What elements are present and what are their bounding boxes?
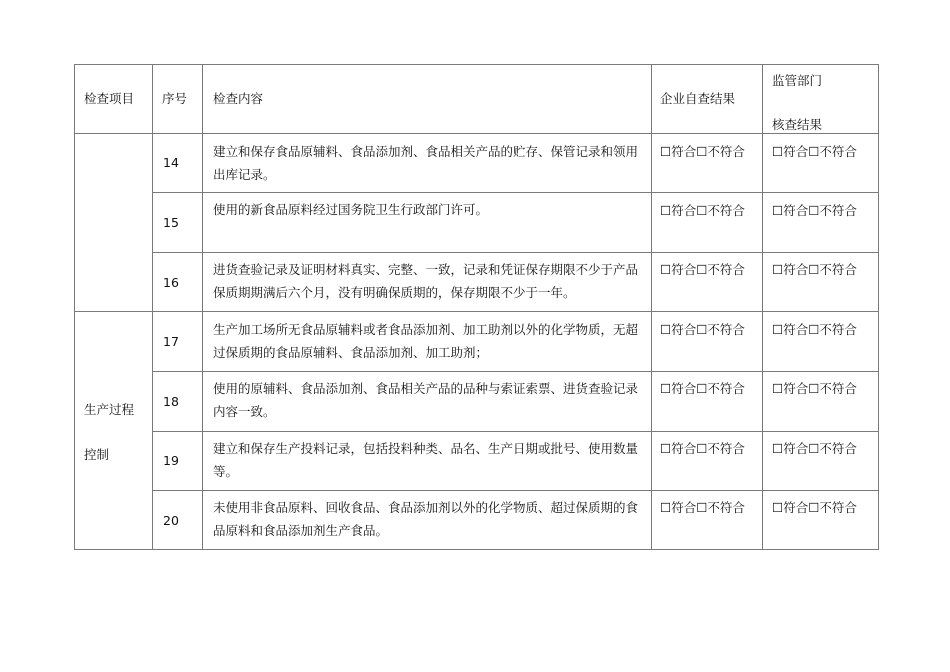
row-divider (152, 192, 879, 193)
self-check-options[interactable]: ☐符合☐不符合 (660, 322, 745, 337)
regulator-check-options[interactable]: ☐符合☐不符合 (772, 203, 857, 218)
header-regulator-line2: 核查结果 (772, 117, 823, 132)
regulator-check-options[interactable]: ☐符合☐不符合 (772, 441, 857, 456)
row-divider (152, 252, 879, 253)
group-divider (74, 311, 879, 312)
row-number: 17 (163, 334, 179, 349)
group-label: 控制 (84, 447, 110, 462)
header-no: 序号 (162, 91, 188, 106)
row-divider (152, 431, 879, 432)
row-number: 15 (163, 215, 179, 230)
table-border-left (74, 64, 75, 550)
column-divider (202, 64, 203, 550)
self-check-options[interactable]: ☐符合☐不符合 (660, 262, 745, 277)
regulator-check-options[interactable]: ☐符合☐不符合 (772, 262, 857, 277)
row-divider (152, 490, 879, 491)
row-content: 生产加工场所无食品原辅料或者食品添加剂、加工助剂以外的化学物质，无超过保质期的食品原辅料、食品添加剂、加工助剂； (213, 322, 639, 360)
row-number: 16 (163, 275, 179, 290)
column-divider (152, 64, 153, 550)
table-border-bottom (74, 549, 879, 550)
row-content: 建立和保存生产投料记录，包括投料种类、品名、生产日期或批号、使用数量等。 (213, 441, 639, 479)
row-divider (152, 371, 879, 372)
self-check-options[interactable]: ☐符合☐不符合 (660, 203, 745, 218)
row-content: 进货查验记录及证明材料真实、完整、一致，记录和凭证保存期限不少于产品保质期期满后六个月，没有明确保质期的，保存期限不少于一年。 (213, 262, 639, 300)
header-item: 检查项目 (84, 91, 135, 106)
table-border-top (74, 64, 879, 65)
header-regulator-line1: 监管部门 (772, 73, 823, 88)
self-check-options[interactable]: ☐符合☐不符合 (660, 441, 745, 456)
header-self-result: 企业自查结果 (660, 91, 736, 106)
row-content: 建立和保存食品原辅料、食品添加剂、食品相关产品的贮存、保管记录和领用出库记录。 (213, 144, 639, 182)
table-border-right (878, 64, 879, 550)
header-content: 检查内容 (213, 91, 264, 106)
regulator-check-options[interactable]: ☐符合☐不符合 (772, 322, 857, 337)
row-number: 18 (163, 394, 179, 409)
row-number: 20 (163, 513, 179, 528)
row-number: 14 (163, 155, 179, 170)
column-divider (762, 64, 763, 550)
group-label: 生产过程 (84, 402, 135, 417)
row-number: 19 (163, 453, 179, 468)
self-check-options[interactable]: ☐符合☐不符合 (660, 144, 745, 159)
self-check-options[interactable]: ☐符合☐不符合 (660, 381, 745, 396)
row-content: 使用的原辅料、食品添加剂、食品相关产品的品种与索证索票、进货查验记录内容一致。 (213, 381, 639, 419)
self-check-options[interactable]: ☐符合☐不符合 (660, 500, 745, 515)
header-divider (74, 133, 879, 134)
row-content: 使用的新食品原料经过国务院卫生行政部门许可。 (213, 202, 489, 217)
regulator-check-options[interactable]: ☐符合☐不符合 (772, 500, 857, 515)
regulator-check-options[interactable]: ☐符合☐不符合 (772, 144, 857, 159)
column-divider (651, 64, 652, 550)
row-content: 未使用非食品原料、回收食品、食品添加剂以外的化学物质、超过保质期的食品原料和食品添加剂生产食品。 (213, 500, 639, 538)
regulator-check-options[interactable]: ☐符合☐不符合 (772, 381, 857, 396)
